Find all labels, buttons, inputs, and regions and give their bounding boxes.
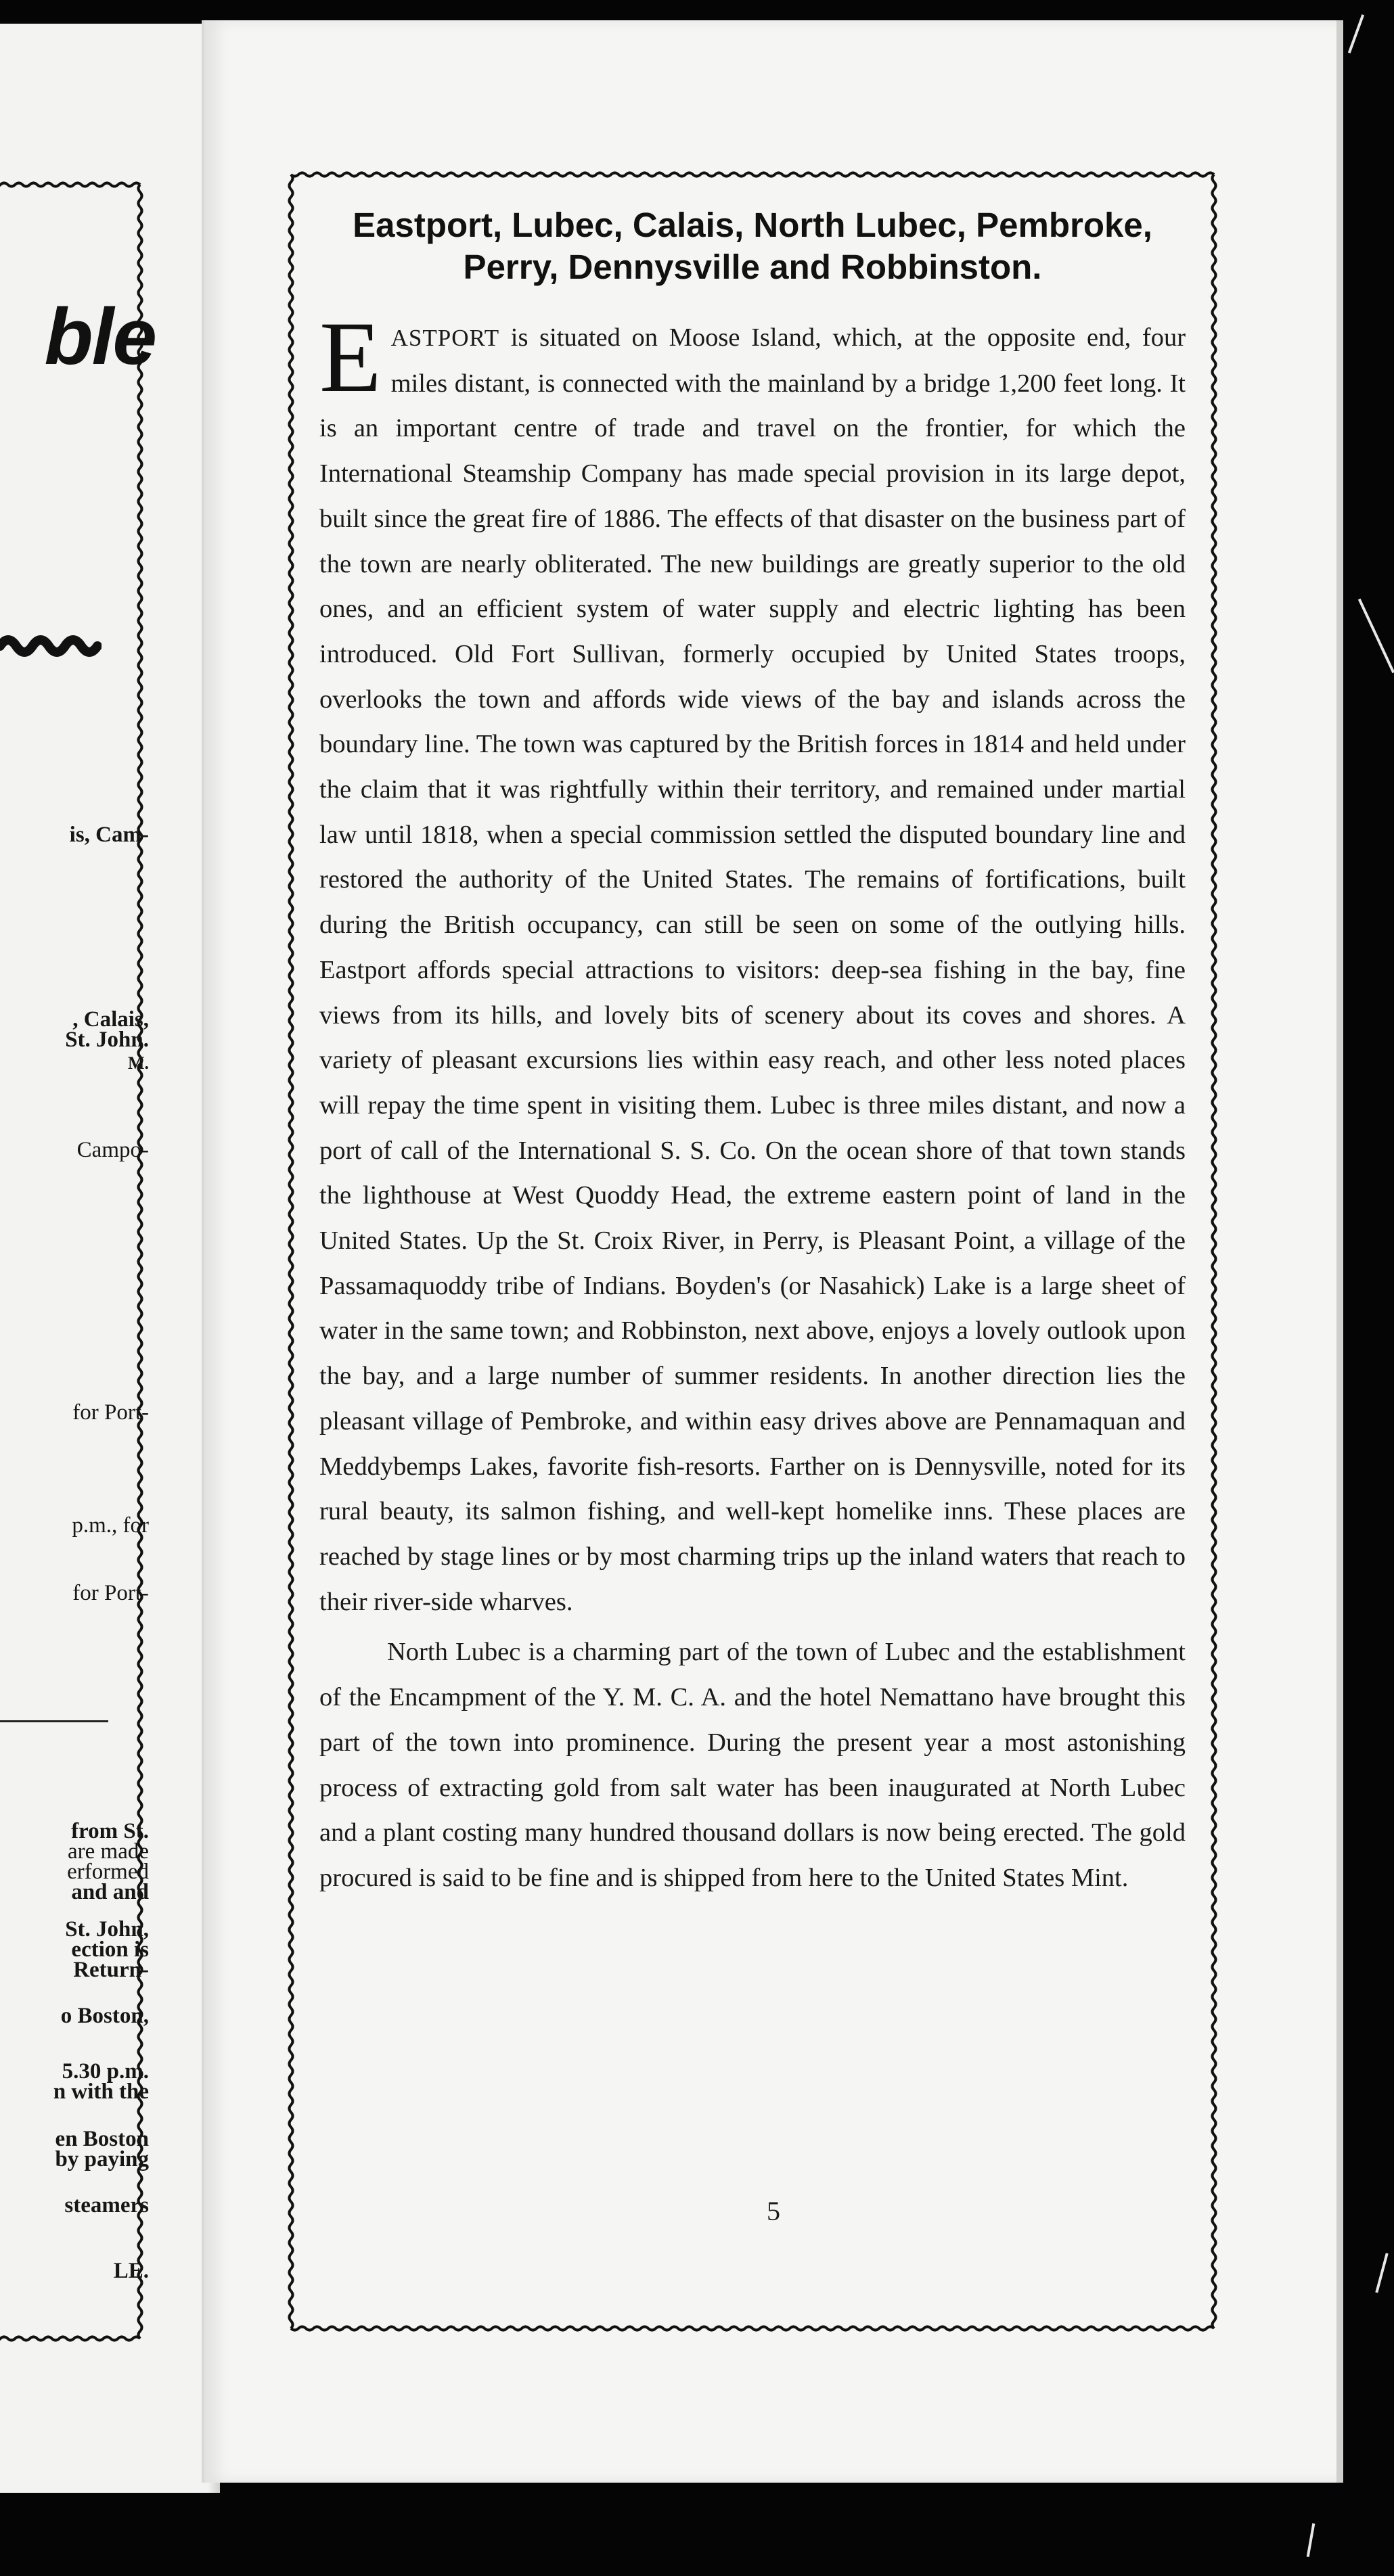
wavy-border-side bbox=[291, 2327, 1214, 2330]
paragraph-1-text: is situated on Moose Island, which, at the opposite end, four miles distant, is connected with the mainland by a bridge 1,200 feet long. It is an important centre of trade and travel on the frontier, for which the International Steamship Company has made special provision in its large depot, built since the great fire of 1886. The effects of that disaster on the business part of the town are nearly obliterated. The new buildings are greatly superior to the old ones, and an efficient system of water supply and electric lighting has been introduced. Old Fort Sullivan, formerly occupied by United States troops, overlooks the town and affords wide views of the bay and islands across the boundary line. The town was captured by the British forces in 1814 and held under the claim that it was rightfully within their territory, and remained under martial law until 1818, when a special commission settled the disputed boundary line and restored the authority of the United States. The remains of fortifications, built during the British occupancy, can still be seen on some of the outlying hills. Eastport affords special attractions to visitors: deep-sea fishing in the bay, fine views from its hills, and lovely bits of scenery about its coves and shores. A variety of pleasant excursions lies within easy reach, and other less noted places will repay the time spent in visiting them. Lubec is three miles distant, and now a port of call of the International S. S. Co. On the ocean shore of that town stands the lighthouse at West Quoddy Head, the extreme eastern point of land in the United States. Up the St. Croix River, in Perry, is Pleasant Point, a village of the Passamaquoddy tribe of Indians. Boyden's (or Nasahick) Lake is a large sheet of water in the same town; and Robbinston, next above, enjoys a lovely outlook upon the bay, and a large number of summer residents. In another direction lies the pleasant village of Pembroke, and within easy drives above are Pennamaquan and Meddybemps Lakes, favorite fish-resorts. Farther on is Dennysville, noted for its rural beauty, its salmon fishing, and well-kept homelike inns. These places are reached by stage lines or by most charming trips up the inland waters that reach to their river-side wharves. bbox=[319, 323, 1186, 1616]
left-page-heading-fragment: ble bbox=[44, 292, 156, 382]
left-text-fragment: for Port- bbox=[72, 1581, 149, 1605]
wavy-border-side bbox=[0, 2337, 140, 2341]
left-text-fragment: by paying bbox=[55, 2147, 149, 2171]
left-text-fragment: steamers bbox=[64, 2193, 149, 2217]
left-ornament bbox=[0, 632, 102, 660]
left-text-fragment: o Boston, bbox=[60, 2004, 149, 2028]
wavy-border-side bbox=[0, 183, 140, 187]
left-text-fragment: is, Cam- bbox=[69, 823, 149, 847]
left-text-fragment: LE. bbox=[113, 2259, 149, 2283]
page-number: 5 bbox=[767, 2196, 780, 2226]
scan-artifact bbox=[1348, 14, 1364, 53]
scan-artifact bbox=[1307, 2523, 1316, 2557]
left-text-fragment: 5.30 p.m. bbox=[62, 2059, 149, 2084]
left-text-fragment: M. bbox=[127, 1053, 149, 1073]
left-text-fragment: en Boston bbox=[55, 2127, 149, 2151]
scan-artifact bbox=[1375, 2253, 1388, 2293]
left-text-fragment: Campo- bbox=[76, 1138, 149, 1162]
left-divider-rule bbox=[0, 1720, 108, 1722]
left-text-fragment: n with the bbox=[53, 2079, 149, 2104]
wavy-border-side bbox=[1213, 175, 1216, 2328]
article-paragraph-1 bbox=[319, 301, 1186, 1624]
left-text-fragment: p.m., for bbox=[72, 1513, 149, 1538]
drop-cap: E bbox=[319, 301, 382, 413]
article-paragraph-2: North Lubec is a charming part of the town of Lubec and the establishment of the Encampment of the Y. M. C. A. and the hotel Nemattano have brought this part of the town into prominence. During the present year a most astonishing process of extracting gold from salt water has been inaugurated at North Lubec and a plant costing many hundred thousand dollars is now being erected. The gold procured is said to be fine and is shipped from here to the United States Mint. bbox=[319, 1638, 1186, 1892]
article-frame bbox=[286, 169, 1219, 2334]
left-text-fragment: and and bbox=[71, 1880, 149, 1904]
left-text-fragment: erformed bbox=[67, 1860, 149, 1884]
left-text-fragment: Return- bbox=[73, 1958, 149, 1982]
article-content bbox=[319, 204, 1186, 1901]
left-text-fragment: are made bbox=[68, 1839, 149, 1864]
right-page bbox=[202, 20, 1343, 2483]
article-title: Eastport, Lubec, Calais, North Lubec, Pembroke, Perry, Dennysville and Robbinston. bbox=[353, 206, 1152, 286]
wavy-border-side bbox=[291, 173, 1214, 177]
left-text-fragment: St. John, bbox=[65, 1917, 149, 1941]
left-text-fragment: for Port- bbox=[72, 1400, 149, 1425]
left-text-fragment: from St. bbox=[71, 1819, 149, 1843]
left-text-fragment: ection is bbox=[71, 1937, 149, 1962]
wavy-border-side bbox=[290, 175, 293, 2328]
left-page bbox=[0, 24, 220, 2493]
page-edge bbox=[1336, 20, 1343, 2483]
left-text-fragment: , Calais, bbox=[72, 1007, 149, 1032]
first-word: ASTPORT bbox=[390, 325, 500, 351]
left-text-fragment: St. John. bbox=[65, 1028, 149, 1052]
scan-artifact bbox=[1358, 599, 1394, 673]
